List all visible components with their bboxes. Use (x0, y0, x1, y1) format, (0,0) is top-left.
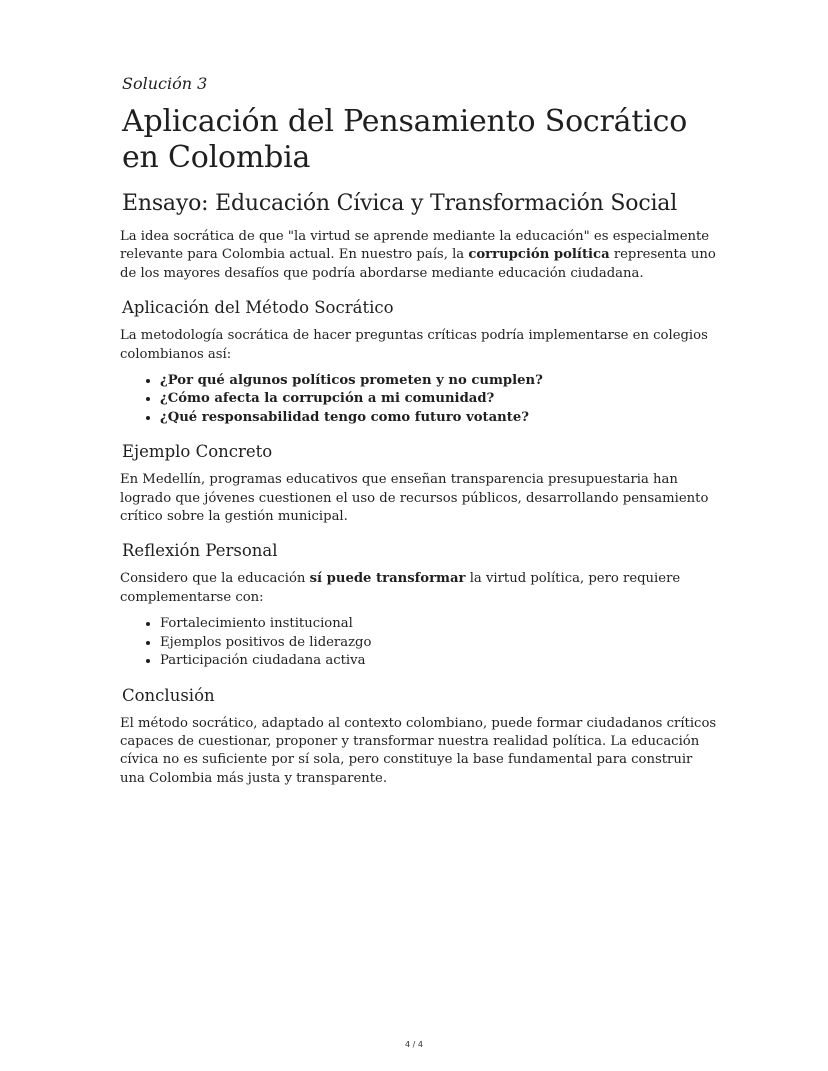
intro-bold-term: corrupción política (468, 247, 610, 263)
document-content (120, 74, 720, 796)
page-title: Aplicación del Pensamiento Socrático en Colombia (122, 104, 688, 175)
question-text: ¿Cómo afecta la corrupción a mi comunidad? (160, 391, 495, 407)
page-number: 4 / 4 (405, 1040, 423, 1049)
example-paragraph: En Medellín, programas educativos que enseñan transparencia presupuestaria han logrado que jóvenes cuestionen el uso de recursos públicos, desarrollando pensamiento crítico sobre la gestión municipal. (120, 472, 709, 525)
list-item: • Ejemplos positivos de liderazgo (160, 634, 720, 652)
list-item (160, 390, 720, 408)
intro-paragraph (120, 228, 720, 283)
list-item (160, 372, 720, 390)
reflection-text-start: Considero que la educación (120, 571, 310, 587)
method-heading: Aplicación del Método Socrático (122, 298, 394, 318)
reflection-heading: Reflexión Personal (122, 541, 278, 561)
list-item: • Fortalecimiento institucional (160, 615, 720, 633)
reflection-text-end: la virtud política, pero requiere complementarse con: (120, 571, 681, 605)
reflection-bold-term: sí puede transformar (309, 571, 466, 587)
list-item: • Participación ciudadana activa (160, 652, 720, 670)
conclusion-heading: Conclusión (122, 685, 215, 705)
essay-subtitle: Ensayo: Educación Cívica y Transformación Social (122, 191, 678, 216)
example-heading: Ejemplo Concreto (122, 442, 273, 462)
intro-text-start: La idea socrática de que "la virtud se aprende mediante la educación" es especialmente relevante para Colombia actual. En nuestro país, la (120, 229, 710, 263)
questions-list (120, 372, 720, 427)
question-text: ¿Qué responsabilidad tengo como futuro votante? (160, 409, 529, 425)
list-item (160, 409, 720, 427)
solution-label: Solución 3 (122, 74, 208, 93)
complements-list (120, 615, 720, 670)
method-paragraph: La metodología socrática de hacer preguntas críticas podría implementarse en colegios colombianos así: (120, 328, 708, 362)
intro-text-end: representa uno de los mayores desafíos que podría abordarse mediante educación ciudadana. (120, 247, 716, 281)
question-text: ¿Por qué algunos políticos prometen y no cumplen? (160, 373, 543, 389)
conclusion-paragraph: El método socrático, adaptado al contexto colombiano, puede formar ciudadanos críticos capaces de cuestionar, proponer y transformar nuestra realidad política. La educación cívica no es suficiente por sí sola, pero constituye la base fundamental para construir una Colombia más justa y transparente. (120, 715, 717, 786)
reflection-paragraph (120, 570, 720, 607)
